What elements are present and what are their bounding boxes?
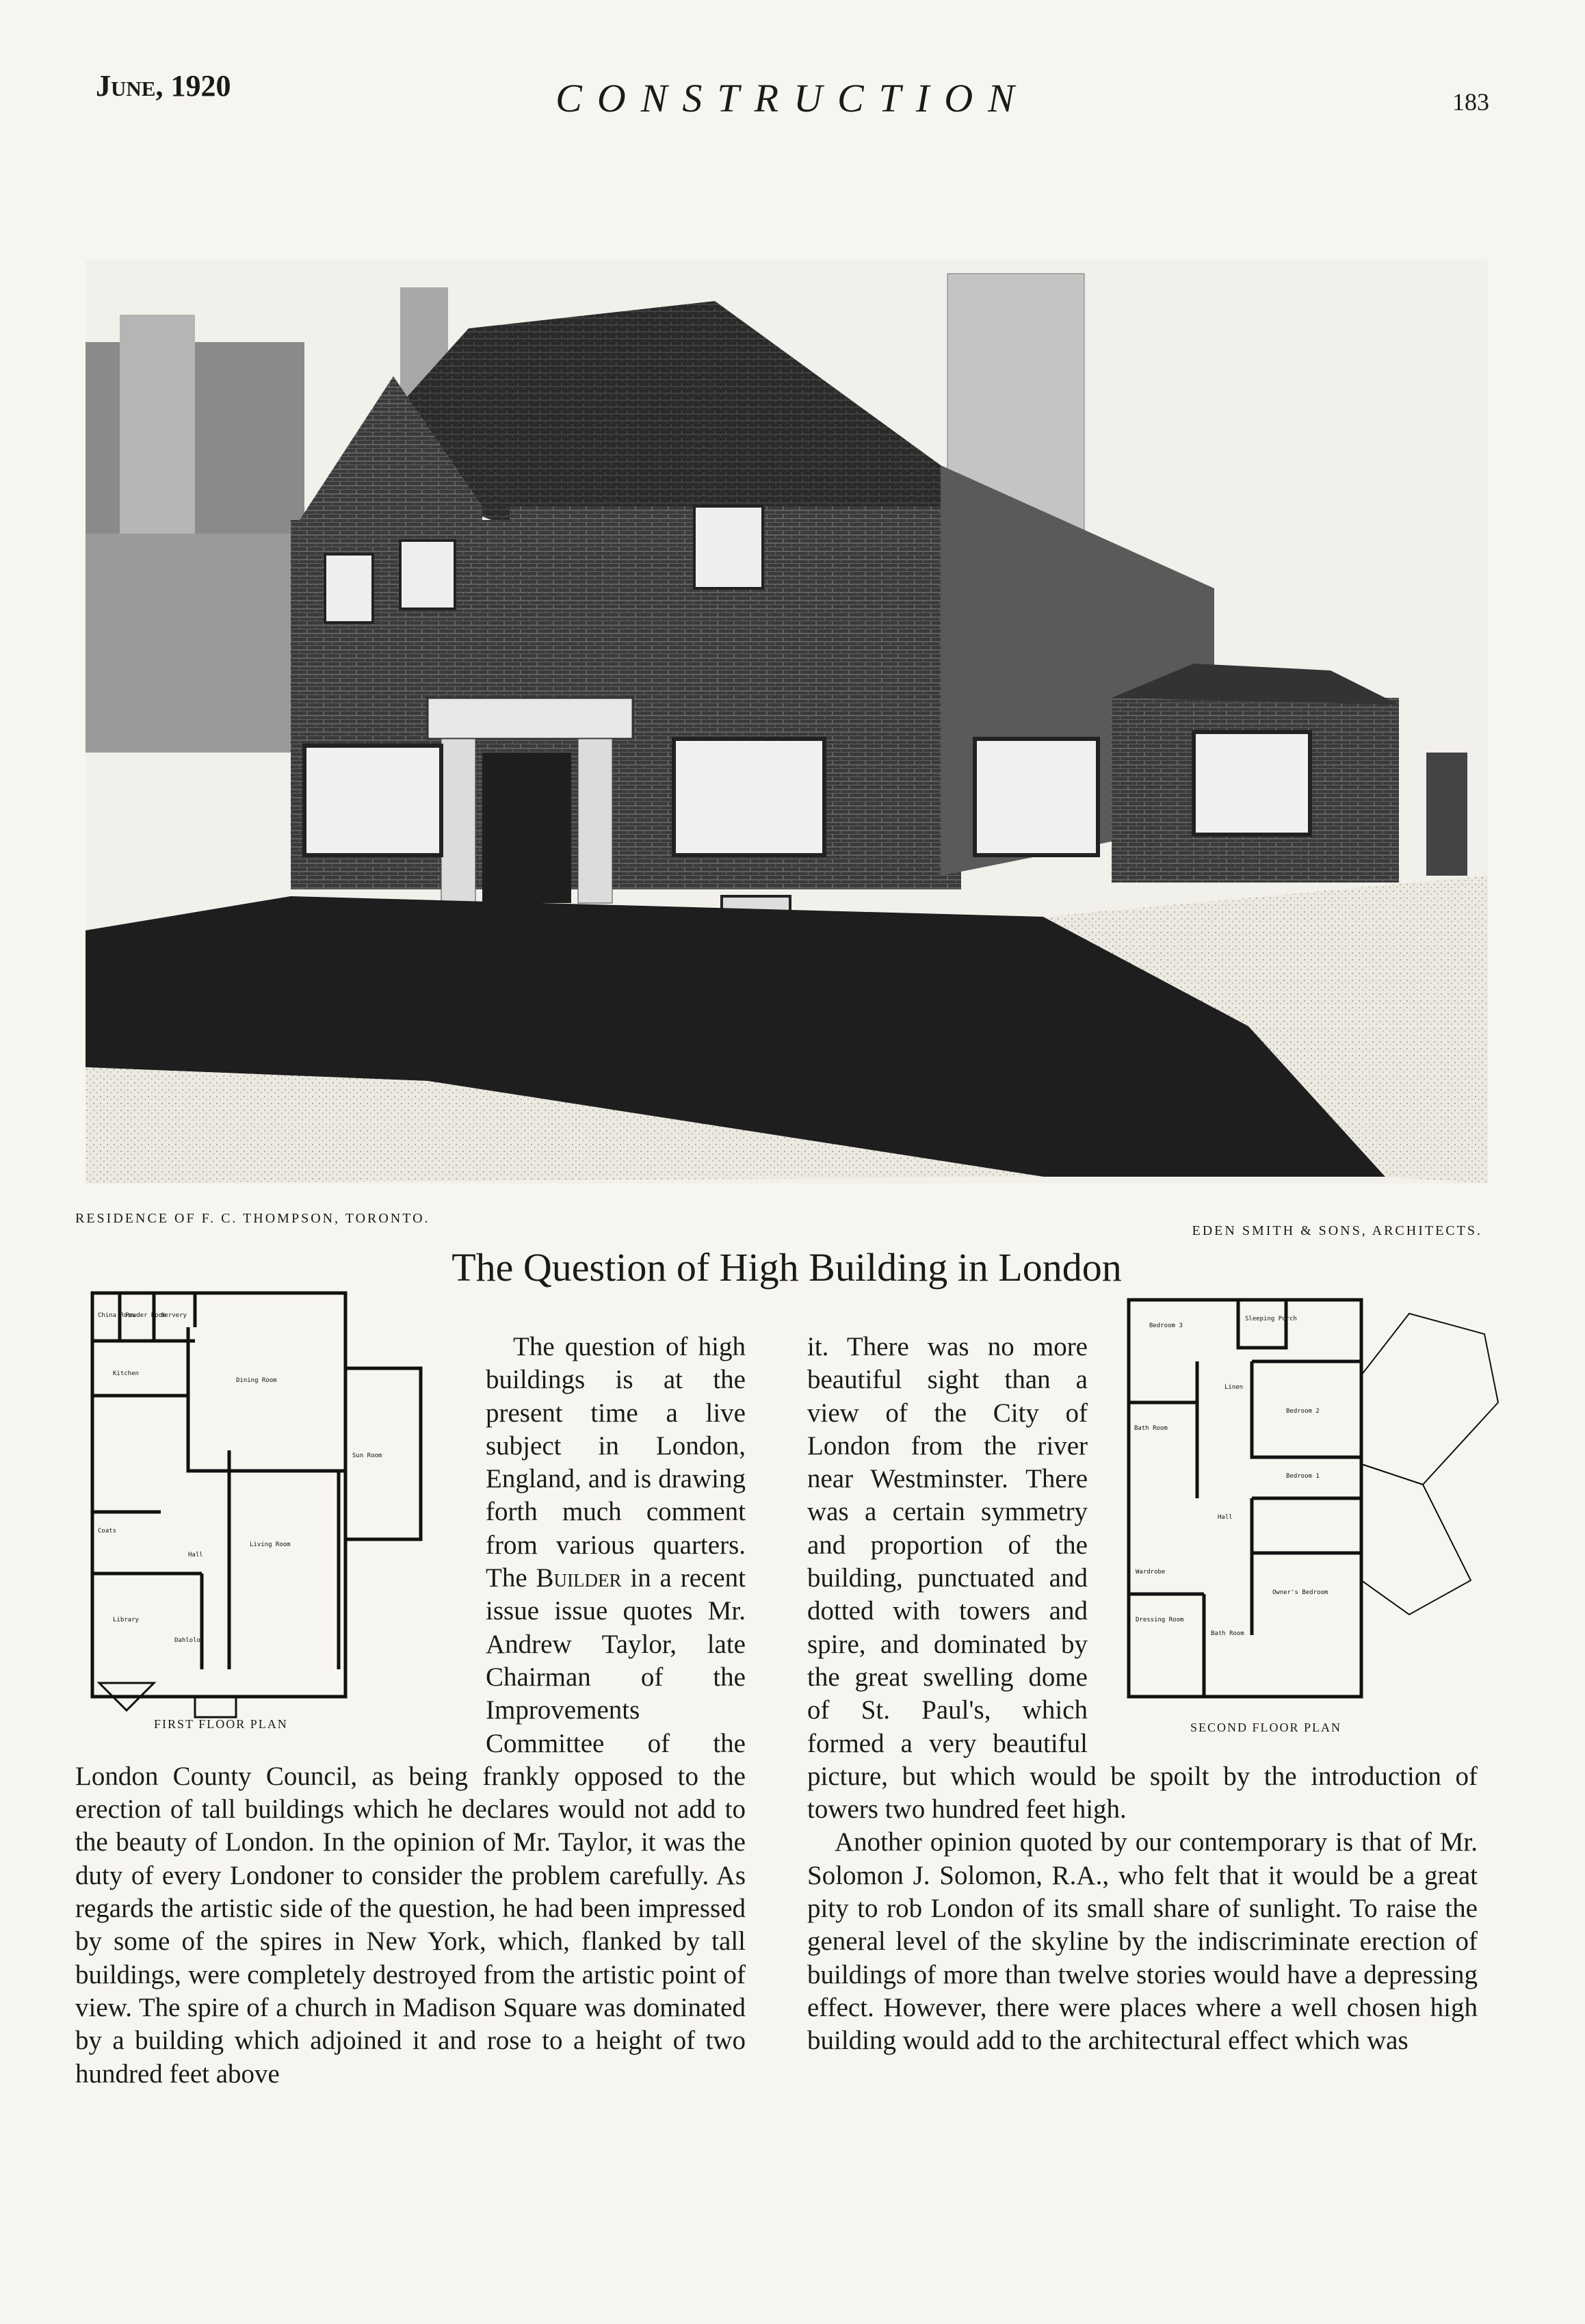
page-number: 183 <box>1452 88 1489 116</box>
room-hall-upper: Hall <box>1218 1514 1233 1521</box>
room-coats: Coats <box>98 1528 117 1535</box>
room-linen: Linen <box>1224 1384 1244 1391</box>
room-bath-room-lower: Bath Room <box>1211 1630 1244 1637</box>
plan-float-spacer <box>75 1331 486 1741</box>
plan-float-spacer <box>1088 1331 1478 1741</box>
room-owners-bedroom: Owner's Bedroom <box>1272 1589 1328 1596</box>
room-dahlolo: Dahlolo <box>174 1637 200 1644</box>
architect-credit: EDEN SMITH & SONS, ARCHITECTS. <box>1192 1223 1482 1238</box>
photo-caption: RESIDENCE OF F. C. THOMPSON, TORONTO. <box>75 1211 430 1226</box>
article-title: The Question of High Building in London <box>451 1245 1122 1290</box>
room-bedroom-3: Bedroom 3 <box>1149 1322 1183 1329</box>
room-bedroom-2: Bedroom 2 <box>1286 1408 1320 1415</box>
issue-date: June, 1920 <box>96 69 231 103</box>
first-floor-plan-caption: FIRST FLOOR PLAN <box>154 1717 288 1731</box>
room-china-room: China Room <box>98 1312 135 1319</box>
room-wardrobe: Wardrobe <box>1136 1569 1166 1576</box>
article-paragraph: it. There was no more beautiful sight than a view of the City of London from the river near Westminster. There was a certain symmetry and proportion of the building, punctuated and dotted with towers and spire, and dominated by the great swelling dome of St. Paul's, which formed a very beautiful picture, but which would be spoilt by the introduction of towers two hundred feet high. <box>807 1332 1478 1825</box>
room-powder-room: Powder Room <box>125 1312 166 1319</box>
room-sleeping-porch: Sleeping Porch <box>1245 1316 1297 1322</box>
second-floor-plan-caption: SECOND FLOOR PLAN <box>1190 1721 1342 1734</box>
house-photograph <box>86 260 1488 1184</box>
magazine-title: CONSTRUCTION <box>555 76 1030 120</box>
room-living-room: Living Room <box>250 1541 291 1548</box>
room-kitchen: Kitchen <box>113 1370 139 1377</box>
room-servery: Servery <box>161 1312 187 1319</box>
article-column-left <box>75 1331 746 2091</box>
room-dining-room: Dining Room <box>236 1377 277 1384</box>
article-paragraph: Another opinion quoted by our contemporary is that of Mr. Solomon J. Solomon, R.A., who felt that it would be a great pity to rob London of its small share of sunlight. To raise the general level of the skyline by the indiscriminate erection of buildings of more than twelve stories would have a depressing effect. However, there were places where a well chosen high building would add to the architectural effect which was <box>807 1827 1478 2056</box>
room-dressing-room: Dressing Room <box>1136 1617 1184 1623</box>
article-paragraph: The question of high buildings is at the present time a live subject in London, England, and is drawing forth much comment from various quarters. The Builder in a recent issue issue quotes Mr. Andrew Taylor, late Chairman of the Improvements Committee of the London County Council, as being frankly opposed to the erection of tall buildings which he declares would not add to the beauty of London. In the opinion of Mr. Taylor, it was the duty of every Londoner to consider the problem carefully. As regards the artistic side of the question, he had been impressed by some of the spires in New York, which, flanked by tall buildings, were completely destroyed from the artistic point of view. The spire of a church in Madison Square was dominated by a building which adjoined it and rose to a height of two hundred feet above <box>75 1332 746 2089</box>
room-hall: Hall <box>188 1552 203 1558</box>
room-bath-room-upper: Bath Room <box>1134 1425 1168 1432</box>
room-sun-room: Sun Room <box>352 1452 382 1459</box>
room-library: Library <box>113 1617 139 1623</box>
article-column-right <box>807 1331 1478 2058</box>
room-bedroom-1: Bedroom 1 <box>1286 1473 1320 1480</box>
